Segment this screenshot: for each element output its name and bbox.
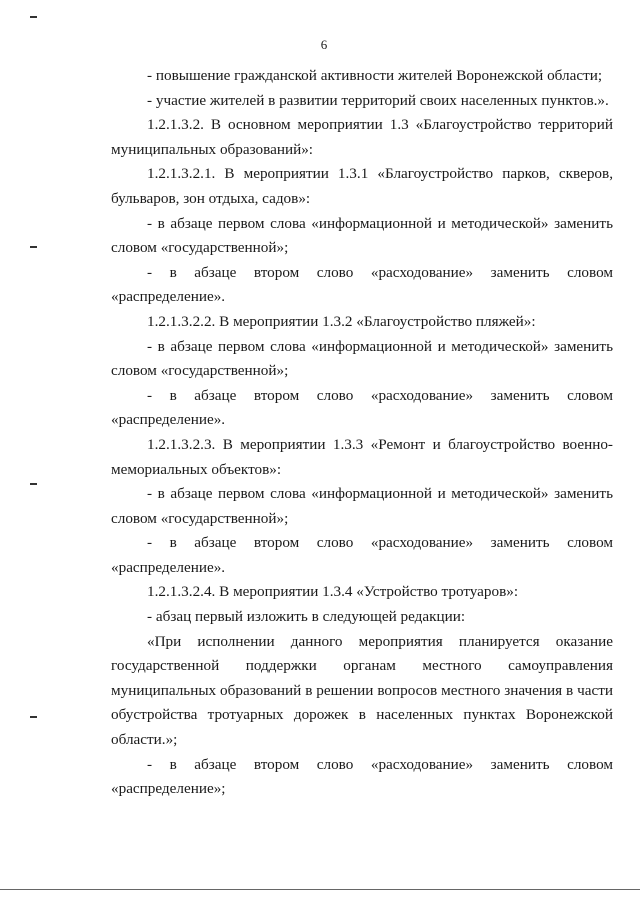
page-number: 6 [320, 37, 328, 52]
bottom-edge-line [0, 889, 640, 890]
text-line: области.»; [111, 731, 178, 749]
text-line: 1.2.1.3.2.3. В мероприятии 1.3.3 «Ремонт и благоустройство военно- [147, 435, 613, 453]
text-line: словом «государственной»; [111, 362, 289, 380]
text-line: словом «государственной»; [111, 509, 289, 527]
text-line: - в абзаце втором слово «расходование» заменить словом [147, 263, 613, 281]
text-line: бульваров, зон отдыха, садов»: [111, 189, 311, 207]
text-line: - в абзаце втором слово «расходование» заменить словом [147, 386, 613, 404]
scan-margin-mark [30, 483, 37, 485]
text-line: словом «государственной»; [111, 239, 289, 257]
scan-margin-mark [30, 246, 37, 248]
scan-margin-mark [30, 716, 37, 718]
text-line: государственной поддержки органам местного самоуправления [111, 657, 613, 675]
text-line: - в абзаце втором слово «расходование» заменить словом [147, 534, 613, 552]
text-line: 1.2.1.3.2.2. В мероприятии 1.3.2 «Благоустройство пляжей»: [147, 312, 536, 330]
text-line: муниципальных образований»: [111, 140, 314, 158]
text-line: - в абзаце первом слова «информационной и методической» заменить [147, 485, 613, 503]
text-line: - в абзаце первом слова «информационной и методической» заменить [147, 214, 613, 232]
text-line: - в абзаце втором слово «расходование» заменить словом [147, 755, 613, 773]
text-line: «распределение». [111, 558, 226, 576]
text-line: 1.2.1.3.2.4. В мероприятии 1.3.4 «Устройство тротуаров»: [147, 583, 519, 601]
text-line: «распределение». [111, 288, 226, 306]
text-line: 1.2.1.3.2.1. В мероприятии 1.3.1 «Благоустройство парков, скверов, [147, 165, 613, 183]
text-line: 1.2.1.3.2. В основном мероприятии 1.3 «Благоустройство территорий [147, 116, 613, 134]
text-line: - абзац первый изложить в следующей редакции: [147, 608, 466, 626]
text-line: муниципальных образований в решении вопросов местного значения в части [111, 681, 613, 699]
text-line: «распределение»; [111, 780, 226, 798]
text-line: мемориальных объектов»: [111, 460, 282, 478]
text-line: «распределение». [111, 411, 226, 429]
text-line: - повышение гражданской активности жителей Воронежской области; [147, 67, 603, 84]
scan-margin-mark [30, 16, 37, 18]
document-body [111, 64, 613, 802]
text-line: - в абзаце первом слова «информационной и методической» заменить [147, 337, 613, 355]
text-line: обустройства тротуарных дорожек в населенных пунктах Воронежской [111, 706, 613, 724]
text-line: «При исполнении данного мероприятия планируется оказание [147, 632, 613, 650]
text-line: - участие жителей в развитии территорий своих населенных пунктов.». [147, 91, 609, 109]
